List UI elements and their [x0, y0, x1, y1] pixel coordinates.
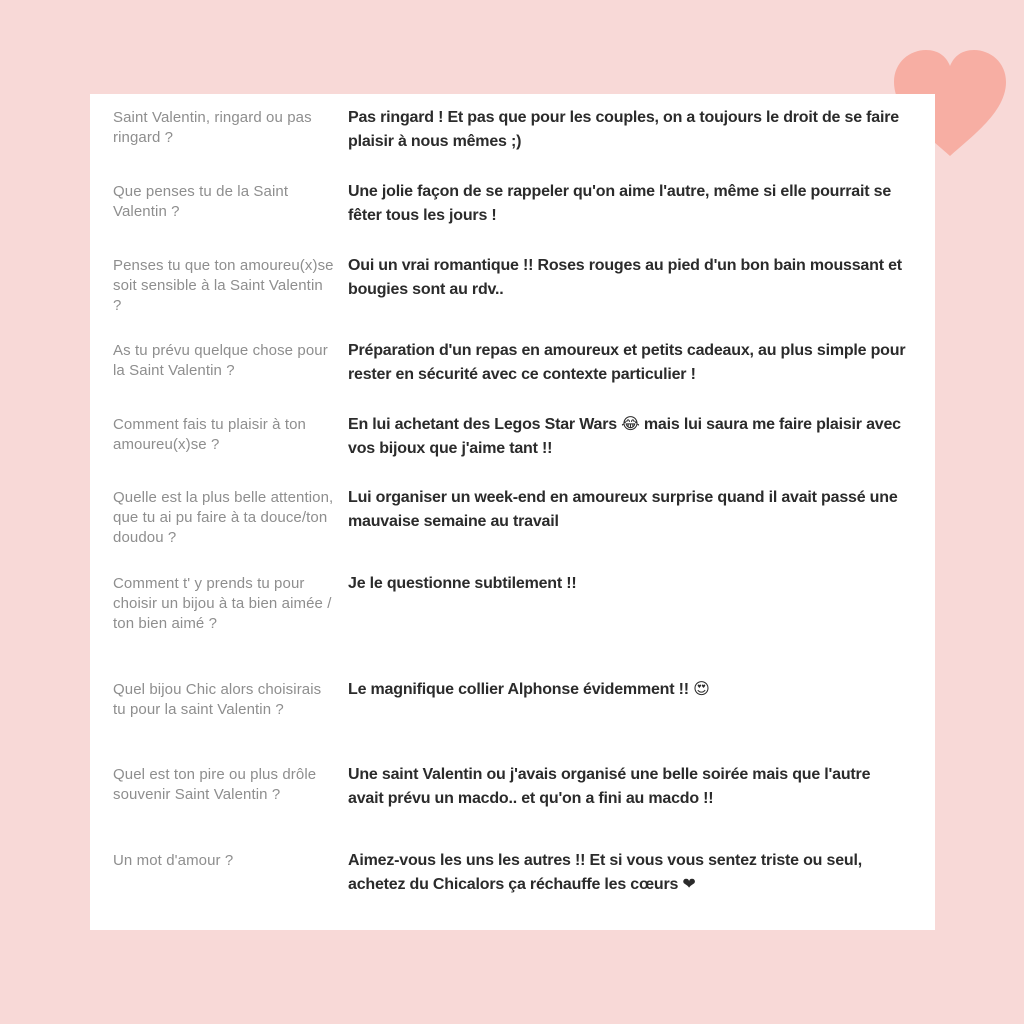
question-text: As tu prévu quelque chose pour la Saint Valentin ?	[113, 342, 328, 379]
question-text: Quel bijou Chic alors choisirais tu pour la saint Valentin ?	[113, 681, 322, 718]
question-text: Quel est ton pire ou plus drôle souvenir Saint Valentin ?	[113, 766, 317, 803]
qa-card	[90, 94, 935, 930]
question-text: Un mot d'amour ?	[113, 852, 234, 869]
answer-text: Lui organiser un week-end en amoureux surprise quand il avait passé une mauvaise semaine au travail	[348, 489, 898, 530]
answer-text: En lui achetant des Legos Star Wars 😂 mais lui saura me faire plaisir avec vos bijoux que j'aime tant !!	[348, 416, 901, 457]
answer-text: Préparation d'un repas en amoureux et petits cadeaux, au plus simple pour rester en sécurité avec ce contexte particulier !	[348, 342, 906, 383]
question-text: Que penses tu de la Saint Valentin ?	[113, 183, 289, 220]
question-text: Penses tu que ton amoureu(x)se soit sensible à la Saint Valentin ?	[113, 257, 334, 314]
question-text: Comment t' y prends tu pour choisir un bijou à ta bien aimée / ton bien aimé ?	[113, 575, 332, 632]
answer-text: Pas ringard ! Et pas que pour les couples, on a toujours le droit de se faire plaisir à nous mêmes ;)	[348, 109, 899, 150]
answer-text: Je le questionne subtilement !!	[348, 575, 577, 592]
question-text: Quelle est la plus belle attention, que tu ai pu faire à ta douce/ton doudou ?	[113, 489, 334, 546]
question-text: Comment fais tu plaisir à ton amoureu(x)se ?	[113, 416, 306, 453]
answer-text: Oui un vrai romantique !! Roses rouges au pied d'un bon bain moussant et bougies sont au rdv..	[348, 257, 902, 298]
answer-text: Une jolie façon de se rappeler qu'on aime l'autre, même si elle pourrait se fêter tous les jours !	[348, 183, 892, 224]
answer-text: Une saint Valentin ou j'avais organisé une belle soirée mais que l'autre avait prévu un macdo.. et qu'on a fini au macdo !!	[348, 766, 871, 807]
answer-text: Le magnifique collier Alphonse évidemment !! 😍	[348, 681, 710, 698]
question-text: Saint Valentin, ringard ou pas ringard ?	[113, 109, 312, 146]
answer-text: Aimez-vous les uns les autres !! Et si vous vous sentez triste ou seul, achetez du Chicalors ça réchauffe les cœurs ❤	[348, 852, 862, 893]
